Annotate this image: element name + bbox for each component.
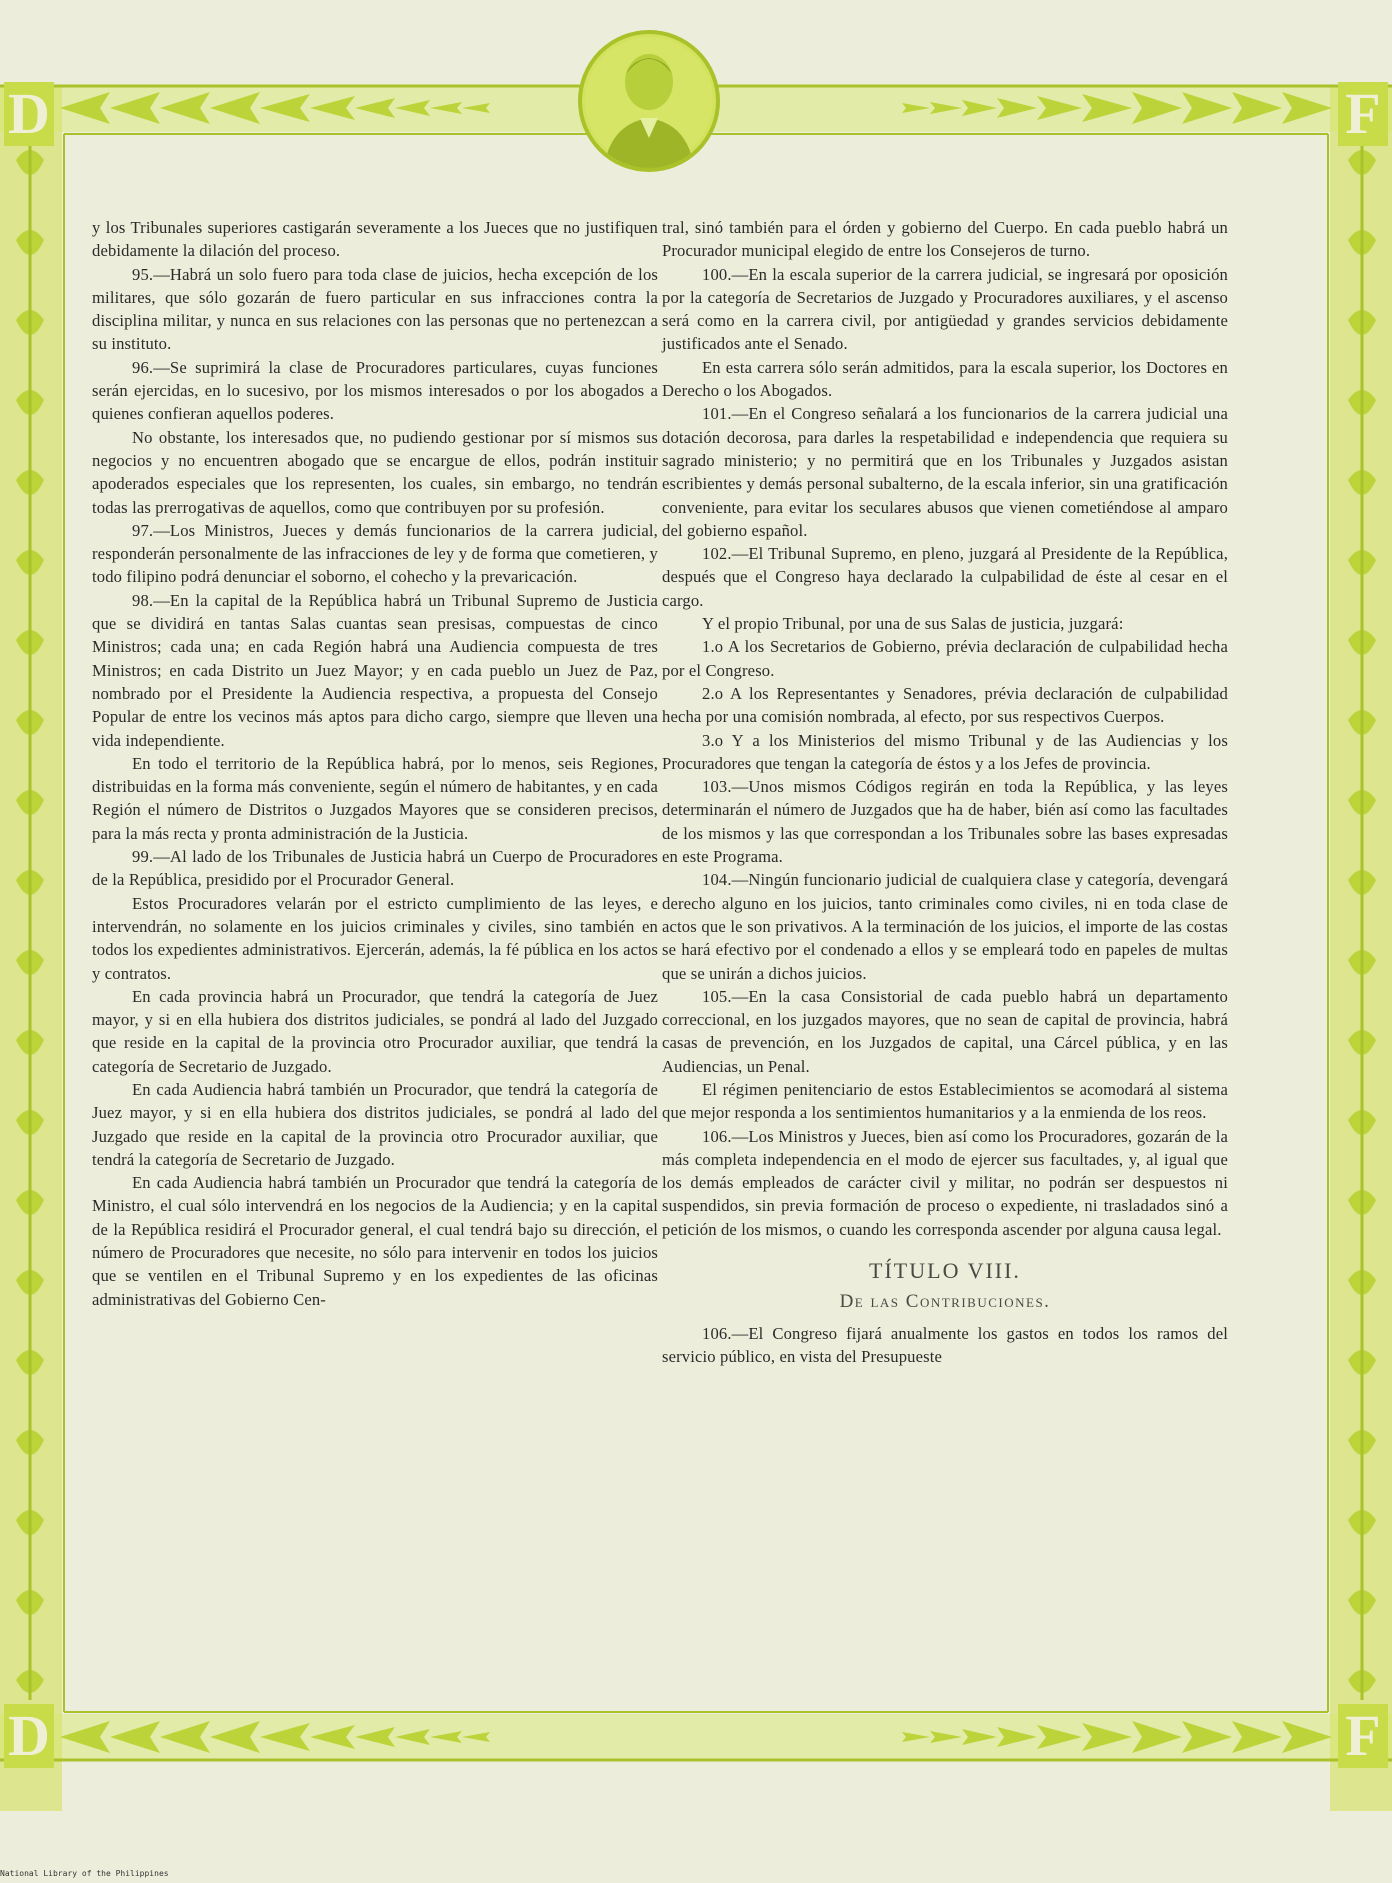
paragraph: 104.—Ningún funcionario judicial de cualquiera clase y categoría, devengará derecho alguno en los juicios, tanto criminales como civiles, ni en toda clase de actos que le son privativos. A la terminación de los juicios, el importe de las costas se hará efectivo por el condenado a ellos y se empleará todo en papeles de multas que se unirán a dichos juicios. [662,870,1228,983]
paragraph: 103.—Unos mismos Códigos regirán en toda la República, y las leyes determinarán el número de Juzgados que ha de haber, bién así como las facultades de los mismos y las que correspondan a los Tribunales sobre las bases expresadas en este Programa. [662,777,1228,867]
paragraph: En cada Audiencia habrá también un Procurador, que tendrá la categoría de Juez mayor, y si en ella hubiera dos distritos judiciales, se pondrá al lado del Juzgado que reside en la capital de la provincia otro Procurador auxiliar, que tendrá la categoría de Secretario de Juzgado. [92,1079,658,1169]
paragraph: 105.—En la casa Consistorial de cada pueblo habrá un departamento correccional, en los juzgados mayores, que no sean de capital de provincia, habrá casas de prevención, en los Juzgados de capital, una Cárcel pública, y en las Audiencias, un Penal. [662,986,1228,1076]
paragraph: 97.—Los Ministros, Jueces y demás funcionarios de la carrera judicial, responderán personalmente de las infracciones de ley y de forma que cometieren, y todo filipino podrá denunciar el soborno, el cohecho y la prevaricación. [92,520,658,587]
paragraph: y los Tribunales superiores castigarán severamente a los Jueces que no justifiquen debidamente la dilación del proceso. [92,218,658,261]
library-credit: National Library of the Philippines [0,1869,169,1878]
portrait-medallion-icon [578,30,720,172]
paragraph: El régimen penitenciario de estos Establecimientos se acomodará al sistema que mejor responda a los sentimientos humanitarios y a la enmienda de los reos. [662,1079,1228,1123]
corner-letter-bottom-left: D [4,1704,54,1768]
corner-letter-top-left: D [4,82,54,146]
paragraph: 3.o Y a los Ministerios del mismo Tribunal y de las Audiencias y los Procuradores que tengan la categoría de éstos y a los Jefes de provincia. [662,730,1228,773]
paragraph: En todo el territorio de la República habrá, por lo menos, seis Regiones, distribuidas en la forma más conveniente, según el número de habitantes, y en cada Región el número de Distritos o Juzgados Mayores que se consideren precisos, para la más recta y pronta administración de la Justicia. [92,753,658,843]
paragraph: 1.o A los Secretarios de Gobierno, prévia declaración de culpabilidad hecha por el Congreso. [662,637,1228,680]
paragraph: 106.—Los Ministros y Jueces, bien así como los Procuradores, gozarán de la más completa independencia en el modo de ejercer sus facultades, y, al igual que los demás empleados de carácter civil y militar, no podrán ser despuestos ni suspendidos, sin previa formación de proceso o expediente, ni trasladados sinó a petición de los mismos, o cuando les corresponda ascender por alguna causa legal. [662,1126,1228,1239]
paragraph: 99.—Al lado de los Tribunales de Justicia habrá un Cuerpo de Procuradores de la República, presidido por el Procurador General. [92,847,658,890]
paragraph: En esta carrera sólo serán admitidos, para la escala superior, los Doctores en Derecho o los Abogados. [662,357,1228,401]
paragraph: 95.—Habrá un solo fuero para toda clase de juicios, hecha excepción de los militares, que sólo gozarán de fuero particular en sus infracciones contra la disciplina militar, y nunca en sus relaciones con las personas que no pertenezcan a su instituto. [92,264,658,354]
paragraph: 106.—El Congreso fijará anualmente los gastos en todos los ramos del servicio público, en vista del Presupueste [662,1323,1228,1366]
paragraph: 2.o A los Representantes y Senadores, prévia declaración de culpabilidad hecha por una comisión nombrada, al efecto, por sus respectivos Cuerpos. [662,683,1228,727]
text-column-left [92,216,658,1311]
paragraph: Y el propio Tribunal, por una de sus Salas de justicia, juzgará: [702,614,1124,634]
paragraph: 101.—En el Congreso señalará a los funcionarios de la carrera judicial una dotación decorosa, para darles la respetabilidad e independencia que requiera su sagrado ministerio; y no permitirá que en los Tribunales y Juzgados asistan escribientes y demás personal subalterno, de la escala inferior, sin una gratificación conveniente, para evitar los seculares abusos que vienen cometiéndose al amparo del gobierno español. [662,404,1228,540]
paragraph: tral, sinó también para el órden y gobierno del Cuerpo. En cada pueblo habrá un Procurador municipal elegido de entre los Consejeros de turno. [662,218,1228,261]
paragraph: No obstante, los interesados que, no pudiendo gestionar por sí mismos sus negocios y no encuentren abogado que se encargue de ellos, podrán instituir apoderados especiales que los representen, los cuales, sin embargo, no tendrán todas las prerrogativas de aquellos, como que contribuyen por su profesión. [92,427,658,517]
paragraph: 96.—Se suprimirá la clase de Procuradores particulares, cuyas funciones serán ejercidas, en lo sucesivo, por los mismos interesados o por los abogados a quienes confieran aquellos poderes. [92,357,658,424]
text-column-right [662,216,1228,1368]
corner-letter-bottom-right: F [1338,1704,1388,1768]
paragraph: Estos Procuradores velarán por el estricto cumplimiento de las leyes, e intervendrán, no solamente en los juicios criminales y civiles, sino también en todos los expedientes administrativos. Ejercerán, además, la fé pública en los actos y contratos. [92,893,658,983]
corner-letter-top-right: F [1338,82,1388,146]
section-subtitle: De las Contribuciones. [839,1291,1051,1313]
paragraph: En cada provincia habrá un Procurador, que tendrá la categoría de Juez mayor, y si en ella hubiera dos distritos judiciales, se pondrá al lado del Juzgado que reside en la capital de la provincia otro Procurador auxiliar, que tendrá la categoría de Secretario de Juzgado. [92,986,658,1076]
section-title: TÍTULO VIII. [869,1258,1021,1284]
paragraph: 102.—El Tribunal Supremo, en pleno, juzgará al Presidente de la República, después que el Congreso haya declarado la culpabilidad de éste al cesar en el cargo. [662,544,1228,610]
paragraph: En cada Audiencia habrá también un Procurador que tendrá la categoría de Ministro, el cual sólo intervendrá en los negocios de la Audiencia; y en la capital de la República residirá el Procurador general, el cual tendrá bajo su dirección, el número de Procuradores que necesite, no sólo para intervenir en todos los juicios que se ventilen en el Tribunal Supremo y en los expedientes de las oficinas administrativas del Gobierno Cen- [92,1173,658,1309]
paragraph: 100.—En la escala superior de la carrera judicial, se ingresará por oposición por la categoría de Secretarios de Juzgado y Procuradores auxiliares, y el ascenso será como en la carrera civil, por antigüedad y grandes servicios debidamente justificados ante el Senado. [662,264,1228,354]
paragraph: 98.—En la capital de la República habrá un Tribunal Supremo de Justicia que se dividirá en tantas Salas cuantas sean presisas, compuestas de cinco Ministros; cada una; en cada Región habrá una Audiencia compuesta de tres Ministros; en cada Distrito un Juez Mayor; y en cada pueblo un Juez de Paz, nombrado por el Presidente la Audiencia respectiva, a propuesta del Consejo Popular de entre los vecinos más aptos para dicho cargo, siempre que lleven una vida independiente. [92,590,658,750]
